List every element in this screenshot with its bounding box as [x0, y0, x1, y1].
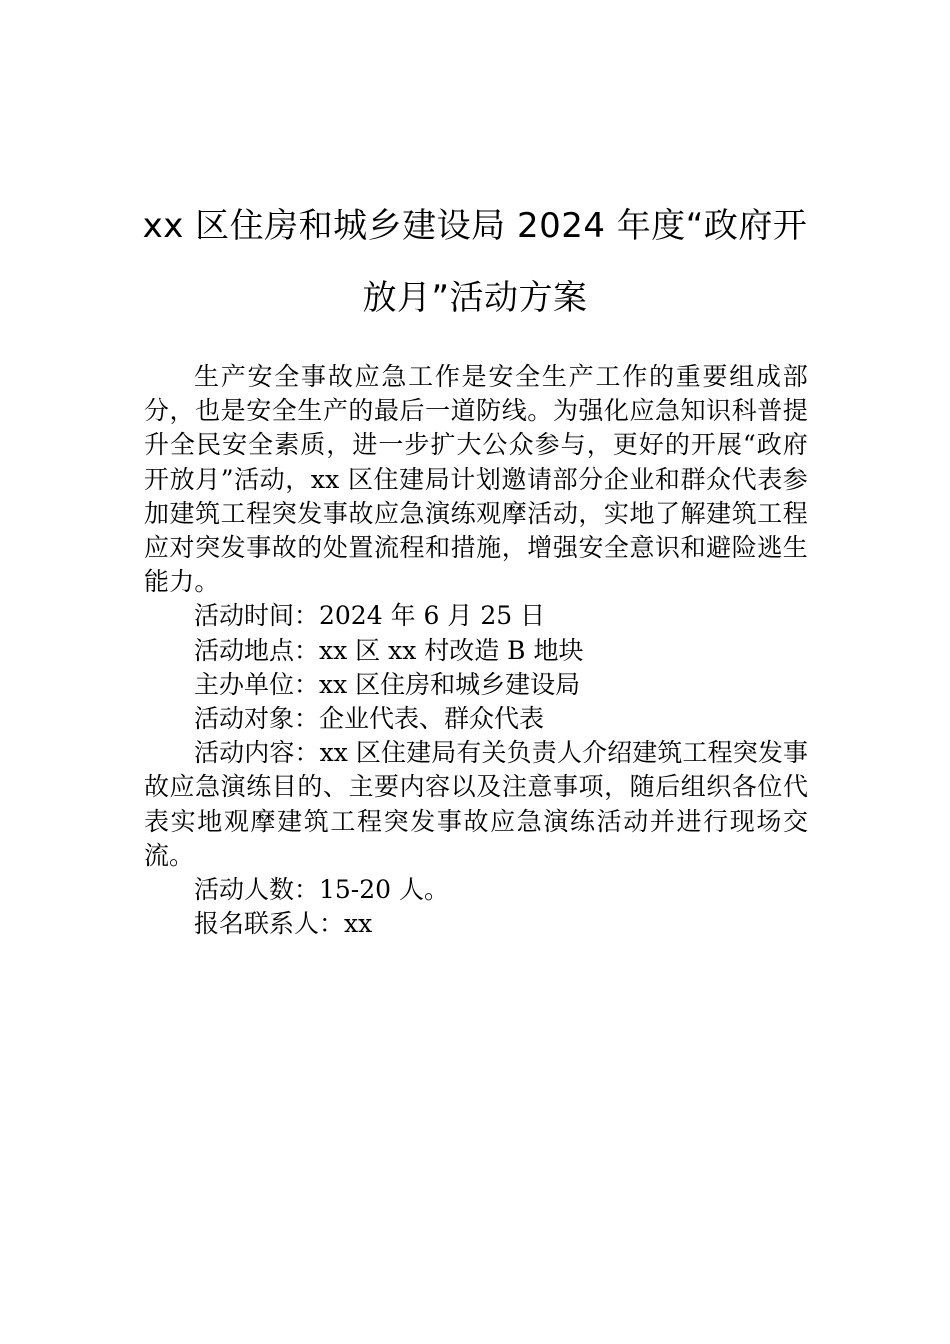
- document-body: [144, 360, 808, 941]
- activity-organizer: 主办单位：xx 区住房和城乡建设局: [194, 669, 581, 699]
- activity-contact: 报名联系人：xx: [194, 909, 373, 939]
- activity-location: 活动地点：xx 区 xx 村改造 B 地块: [194, 635, 584, 665]
- activity-content: 活动内容：xx 区住建局有关负责人介绍建筑工程突发事故应急演练目的、主要内容以及注意事项，随后组织各位代表实地观摩建筑工程突发事故应急演练活动并进行现场交流。: [144, 738, 808, 870]
- title-line-1: xx 区住房和城乡建设局 2024 年度“政府开: [142, 206, 808, 246]
- document-title: [140, 190, 810, 334]
- intro-paragraph: 生产安全事故应急工作是安全生产工作的重要组成部分，也是安全生产的最后一道防线。为强化应急知识科普提升全民安全素质，进一步扩大公众参与，更好的开展“政府开放月”活动，xx 区住建局计划邀请部分企业和群众代表参加建筑工程突发事故应急演练观摩活动，实地了解建筑工程应对突发事故的处置流程和措施，增强安全意识和避险逃生能力。: [144, 362, 808, 597]
- activity-time: 活动时间：2024 年 6 月 25 日: [194, 601, 546, 631]
- title-line-2: 放月”活动方案: [362, 278, 588, 318]
- activity-audience: 活动对象：企业代表、群众代表: [194, 704, 545, 734]
- activity-headcount: 活动人数：15-20 人。: [194, 875, 450, 905]
